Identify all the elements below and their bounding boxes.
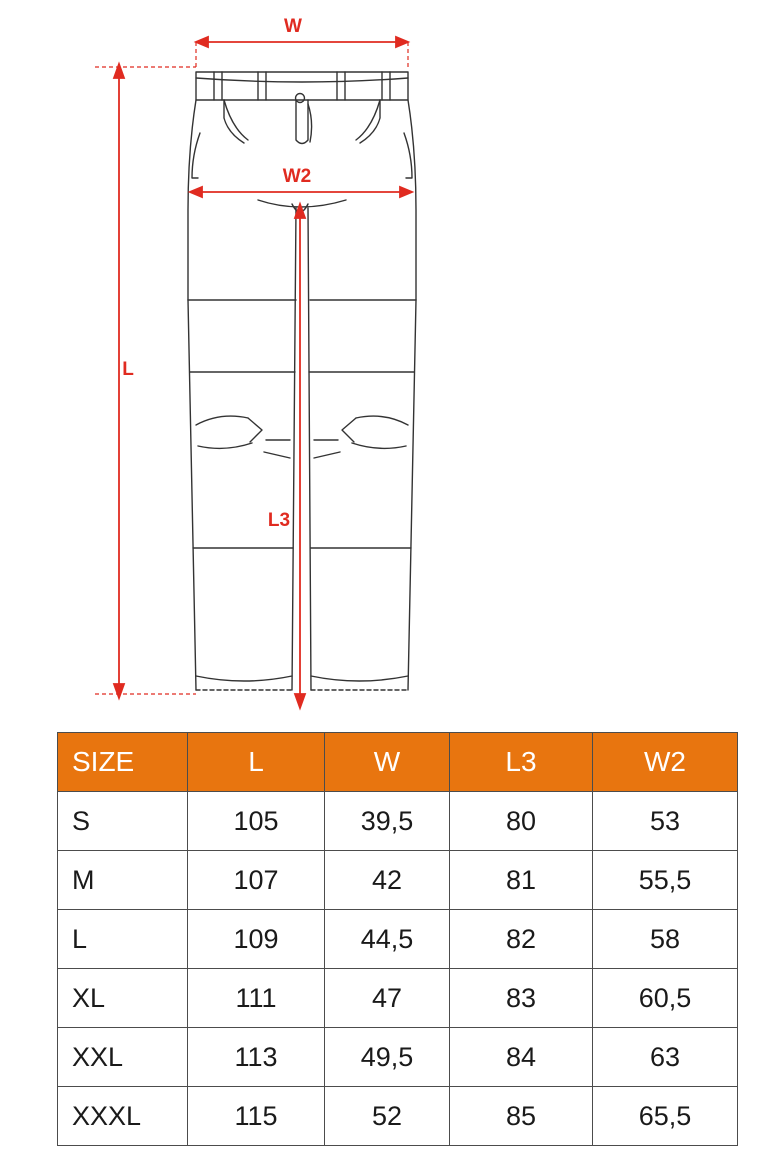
table-row (58, 1028, 738, 1087)
cell-l3: 84 (450, 1028, 593, 1087)
cell-size: M (58, 851, 188, 910)
cell-w: 39,5 (325, 792, 450, 851)
column-header-size: SIZE (58, 733, 188, 792)
column-header-w: W (325, 733, 450, 792)
cell-l: 107 (188, 851, 325, 910)
cell-w: 42 (325, 851, 450, 910)
cell-size: XL (58, 969, 188, 1028)
cell-w: 47 (325, 969, 450, 1028)
cell-w: 49,5 (325, 1028, 450, 1087)
cell-w2: 58 (593, 910, 738, 969)
cell-w2: 65,5 (593, 1087, 738, 1146)
cell-l: 105 (188, 792, 325, 851)
cell-l3: 81 (450, 851, 593, 910)
cell-l3: 80 (450, 792, 593, 851)
cell-l: 113 (188, 1028, 325, 1087)
label-w: W (284, 16, 302, 37)
label-l: L (122, 359, 134, 380)
table-header-row (58, 733, 738, 792)
size-chart-table (57, 732, 738, 1146)
cell-size: XXL (58, 1028, 188, 1087)
cell-l3: 85 (450, 1087, 593, 1146)
table-row (58, 1087, 738, 1146)
label-l3: L3 (267, 510, 291, 531)
cell-l: 109 (188, 910, 325, 969)
cell-w: 52 (325, 1087, 450, 1146)
cell-l3: 83 (450, 969, 593, 1028)
cell-w2: 55,5 (593, 851, 738, 910)
label-w2: W2 (282, 166, 312, 187)
column-header-w2: W2 (593, 733, 738, 792)
trousers-illustration (188, 72, 416, 690)
table-row (58, 851, 738, 910)
cell-l: 115 (188, 1087, 325, 1146)
cell-w2: 63 (593, 1028, 738, 1087)
cell-size: XXXL (58, 1087, 188, 1146)
cell-w2: 60,5 (593, 969, 738, 1028)
table-row (58, 792, 738, 851)
cell-l3: 82 (450, 910, 593, 969)
cell-w2: 53 (593, 792, 738, 851)
cell-size: S (58, 792, 188, 851)
cell-size: L (58, 910, 188, 969)
cell-l: 111 (188, 969, 325, 1028)
table-row (58, 969, 738, 1028)
column-header-l: L (188, 733, 325, 792)
cell-w: 44,5 (325, 910, 450, 969)
column-header-l3: L3 (450, 733, 593, 792)
table-row (58, 910, 738, 969)
